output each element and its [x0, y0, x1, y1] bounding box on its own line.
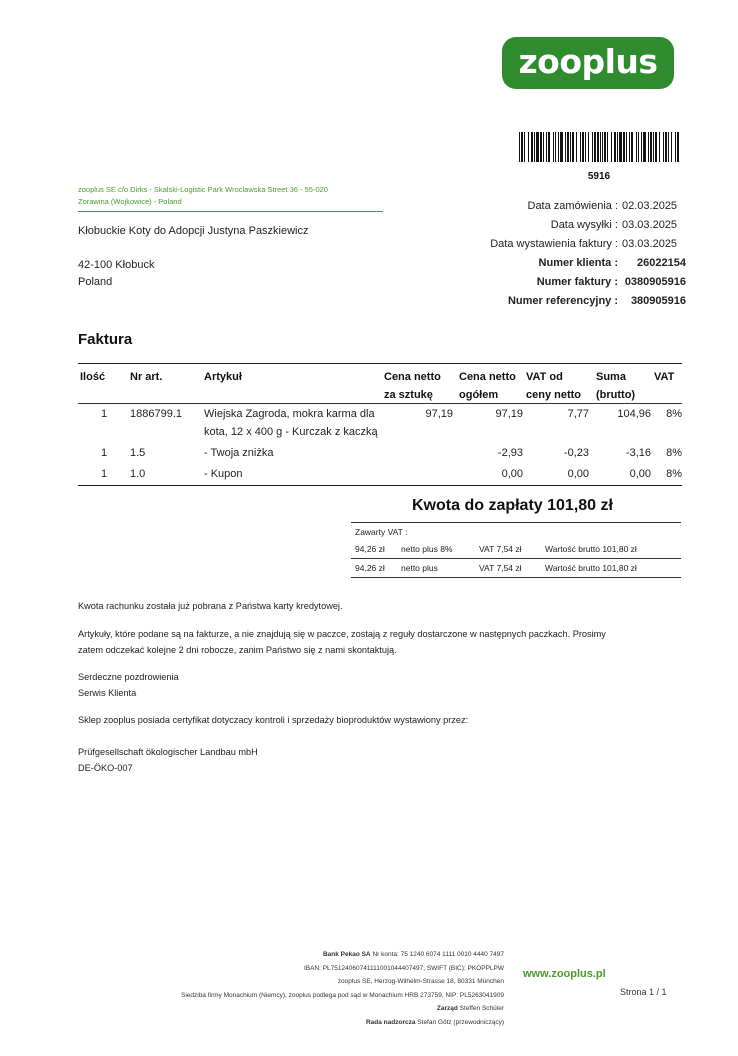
meta-reference-number: Numer referencyjny : 380905916	[507, 294, 686, 307]
barcode	[519, 132, 679, 162]
invoice-meta	[490, 196, 686, 310]
certificate-note: Sklep zooplus posiada certyfikat dotyczacy kontroli i sprzedaży bioproduktów wystawiony przez:	[78, 715, 469, 725]
meta-invoice-number: Numer faktury : 0380905916	[536, 275, 686, 288]
meta-customer-number: Numer klienta : 26022154	[538, 256, 686, 269]
zooplus-logo: zooplus	[502, 37, 674, 89]
certificate-org: Prüfgesellschaft ökologischer Landbau mbH DE-ÖKO-007	[78, 747, 258, 773]
footer-bank: Bank Pekao SA Nr konta: 75 1240 6074 1111 0010 4440 7497	[322, 951, 504, 958]
footer-company: zooplus SE, Herzog-Wilhelm-Strasse 18, 80331 München	[337, 978, 504, 985]
recipient-country: Poland	[78, 276, 113, 288]
footer-board: Zarząd Steffen Schüler	[436, 1005, 504, 1012]
meta-shipping-date: Data wysyłki : 03.03.2025	[550, 218, 678, 231]
meta-order-date: Data zamówienia : 02.03.2025	[527, 199, 678, 212]
vat-summary-title: Zawarty VAT :	[355, 527, 408, 537]
footer-registry: Siedziba firmy Monachium (Niemcy), zooplus podlega pod sąd w Monachium HRB 273759, NIP: PL5263041909	[180, 991, 504, 999]
vat-summary	[351, 522, 681, 578]
delivery-note: Artykuły, które podane są na fakturze, a nie znajdują się w paczce, zostają z reguły dostarczone w następnych paczkach. Prosimy zatem odczekać kolejne 2 dni robocze, zanim Państwo się z nami skontaktują.	[78, 629, 606, 655]
charged-note: Kwota rachunku została już pobrana z Państwa karty kredytowej.	[78, 601, 343, 611]
table-row: 1 1886799.1 Wiejska Zagroda, mokra karma dla kota, 12 x 400 g - Kurczak z kaczką 97,19 97,19 7,77 104,96 8%	[100, 408, 682, 438]
page-number: Strona 1 / 1	[620, 987, 667, 997]
vat-summary-line: 94,26 zł netto plus 8% VAT 7,54 zł Wartość brutto 101,80 zł	[351, 540, 681, 559]
header-nr: Nr art.	[130, 371, 163, 383]
sender-address	[78, 184, 383, 212]
meta-invoice-date: Data wystawienia faktury : 03.03.2025	[490, 237, 678, 250]
table-row: 1 1.0 - Kupon 0,00 0,00 0,00 8%	[100, 468, 682, 480]
header-vat: VAT od ceny netto	[526, 371, 582, 401]
header-rate: VAT	[654, 371, 675, 383]
table-row: 1 1.5 - Twoja zniżka -2,93 -0,23 -3,16 8%	[100, 447, 682, 459]
header-total-net: Cena netto ogółem	[459, 371, 516, 401]
header-sum: Suma (brutto)	[596, 371, 636, 401]
vat-summary-line: 94,26 zł netto plus VAT 7,54 zł Wartość brutto 101,80 zł	[351, 559, 681, 578]
footer-supervisory: Rada nadzorcza Stefan Götz (przewodniczący)	[365, 1018, 504, 1026]
sender-line-2: Zorawina (Wojkowice) - Poland	[78, 197, 182, 206]
page-title: Faktura	[78, 331, 133, 348]
footer-legal	[80, 948, 504, 1029]
table-header	[78, 364, 682, 404]
barcode-number: 5916	[587, 171, 611, 182]
greeting: Serdeczne pozdrowienia Serwis Klienta	[78, 672, 179, 698]
items-table	[78, 363, 682, 486]
amount-due: Kwota do zapłaty 101,80 zł	[412, 497, 613, 514]
header-article: Artykuł	[204, 371, 242, 383]
recipient-address: 42-100 Kłobuck	[78, 259, 155, 271]
header-qty: Ilość	[80, 371, 106, 383]
recipient-name: Kłobuckie Koty do Adopcji Justyna Paszkiewicz	[78, 225, 309, 237]
header-unit-net: Cena netto za sztukę	[384, 371, 441, 401]
sender-line-1: zooplus SE c/o Dirks - Skalski-Logistic Park Wroclawska Street 36 - 55-020	[78, 185, 328, 194]
footer-iban: IBAN: PL75124060741111001044407497, SWIFT (BIC): PKOPPLPW	[303, 964, 504, 972]
website-link[interactable]: www.zooplus.pl	[523, 968, 606, 980]
